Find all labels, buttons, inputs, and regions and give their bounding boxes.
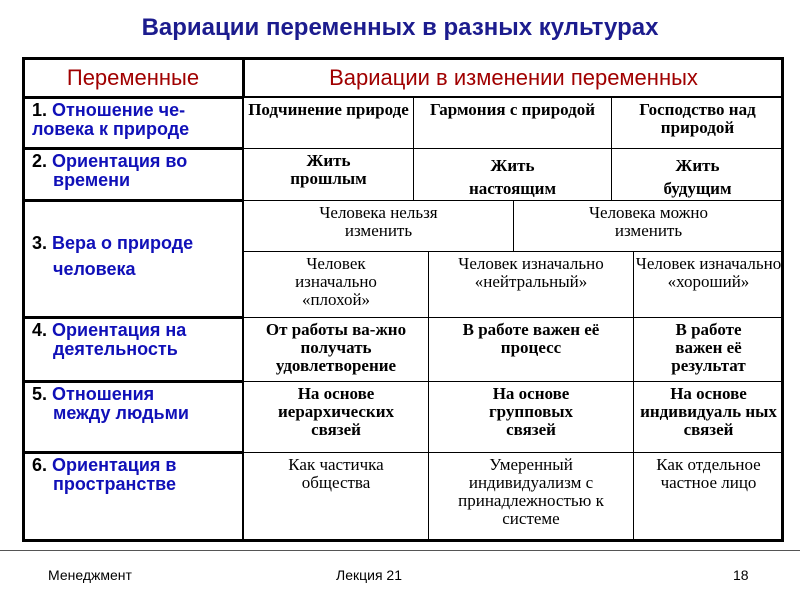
cell: Жить настоящим: [413, 148, 612, 201]
cell: В работе важен её результат: [633, 317, 784, 382]
cell: Жить будущим: [611, 148, 784, 201]
cell: Подчинение природе: [243, 97, 414, 149]
cell: Человек изначально «хороший»: [633, 251, 784, 318]
page-number: 18: [733, 567, 749, 583]
footer-divider: [0, 550, 800, 551]
cell: Человек изначально «плохой»: [243, 251, 429, 318]
cell: Человек изначально «нейтральный»: [428, 251, 634, 318]
variable-6: 6. Ориентация в пространстве: [22, 452, 244, 542]
variable-1: 1. Отношение че- ловека к природе: [22, 97, 244, 149]
slide-title: Вариации переменных в разных культурах: [141, 14, 659, 41]
cell: Как отдельное частное лицо: [633, 452, 784, 542]
variable-4: 4. Ориентация на деятельность: [22, 317, 244, 382]
footer-lecture: Лекция 21: [336, 567, 402, 583]
cell: Как частичка общества: [243, 452, 429, 542]
cell: Умеренный индивидуализм с принадлежностью к системе: [428, 452, 634, 542]
cell: Гармония с природой: [413, 97, 612, 149]
variable-2: 2. Ориентация во времени: [22, 148, 244, 201]
cell: Господство над природой: [611, 97, 784, 149]
header-variations: Вариации в изменении переменных: [243, 57, 784, 98]
cell: Жить прошлым: [243, 148, 414, 201]
cell: На основе групповых связей: [428, 381, 634, 453]
cell: В работе важен её процесс: [428, 317, 634, 382]
cell: На основе индивидуаль ных связей: [633, 381, 784, 453]
variable-3: 3. Вера о природе человека: [22, 200, 244, 318]
cell: Человека можно изменить: [513, 200, 784, 252]
cell: Человека нельзя изменить: [243, 200, 514, 252]
variable-5: 5. Отношения между людьми: [22, 381, 244, 453]
header-variables: Переменные: [22, 57, 244, 98]
footer-course: Менеджмент: [48, 567, 132, 583]
cell: От работы ва-жно получать удовлетворение: [243, 317, 429, 382]
cell: На основе иерархических связей: [243, 381, 429, 453]
